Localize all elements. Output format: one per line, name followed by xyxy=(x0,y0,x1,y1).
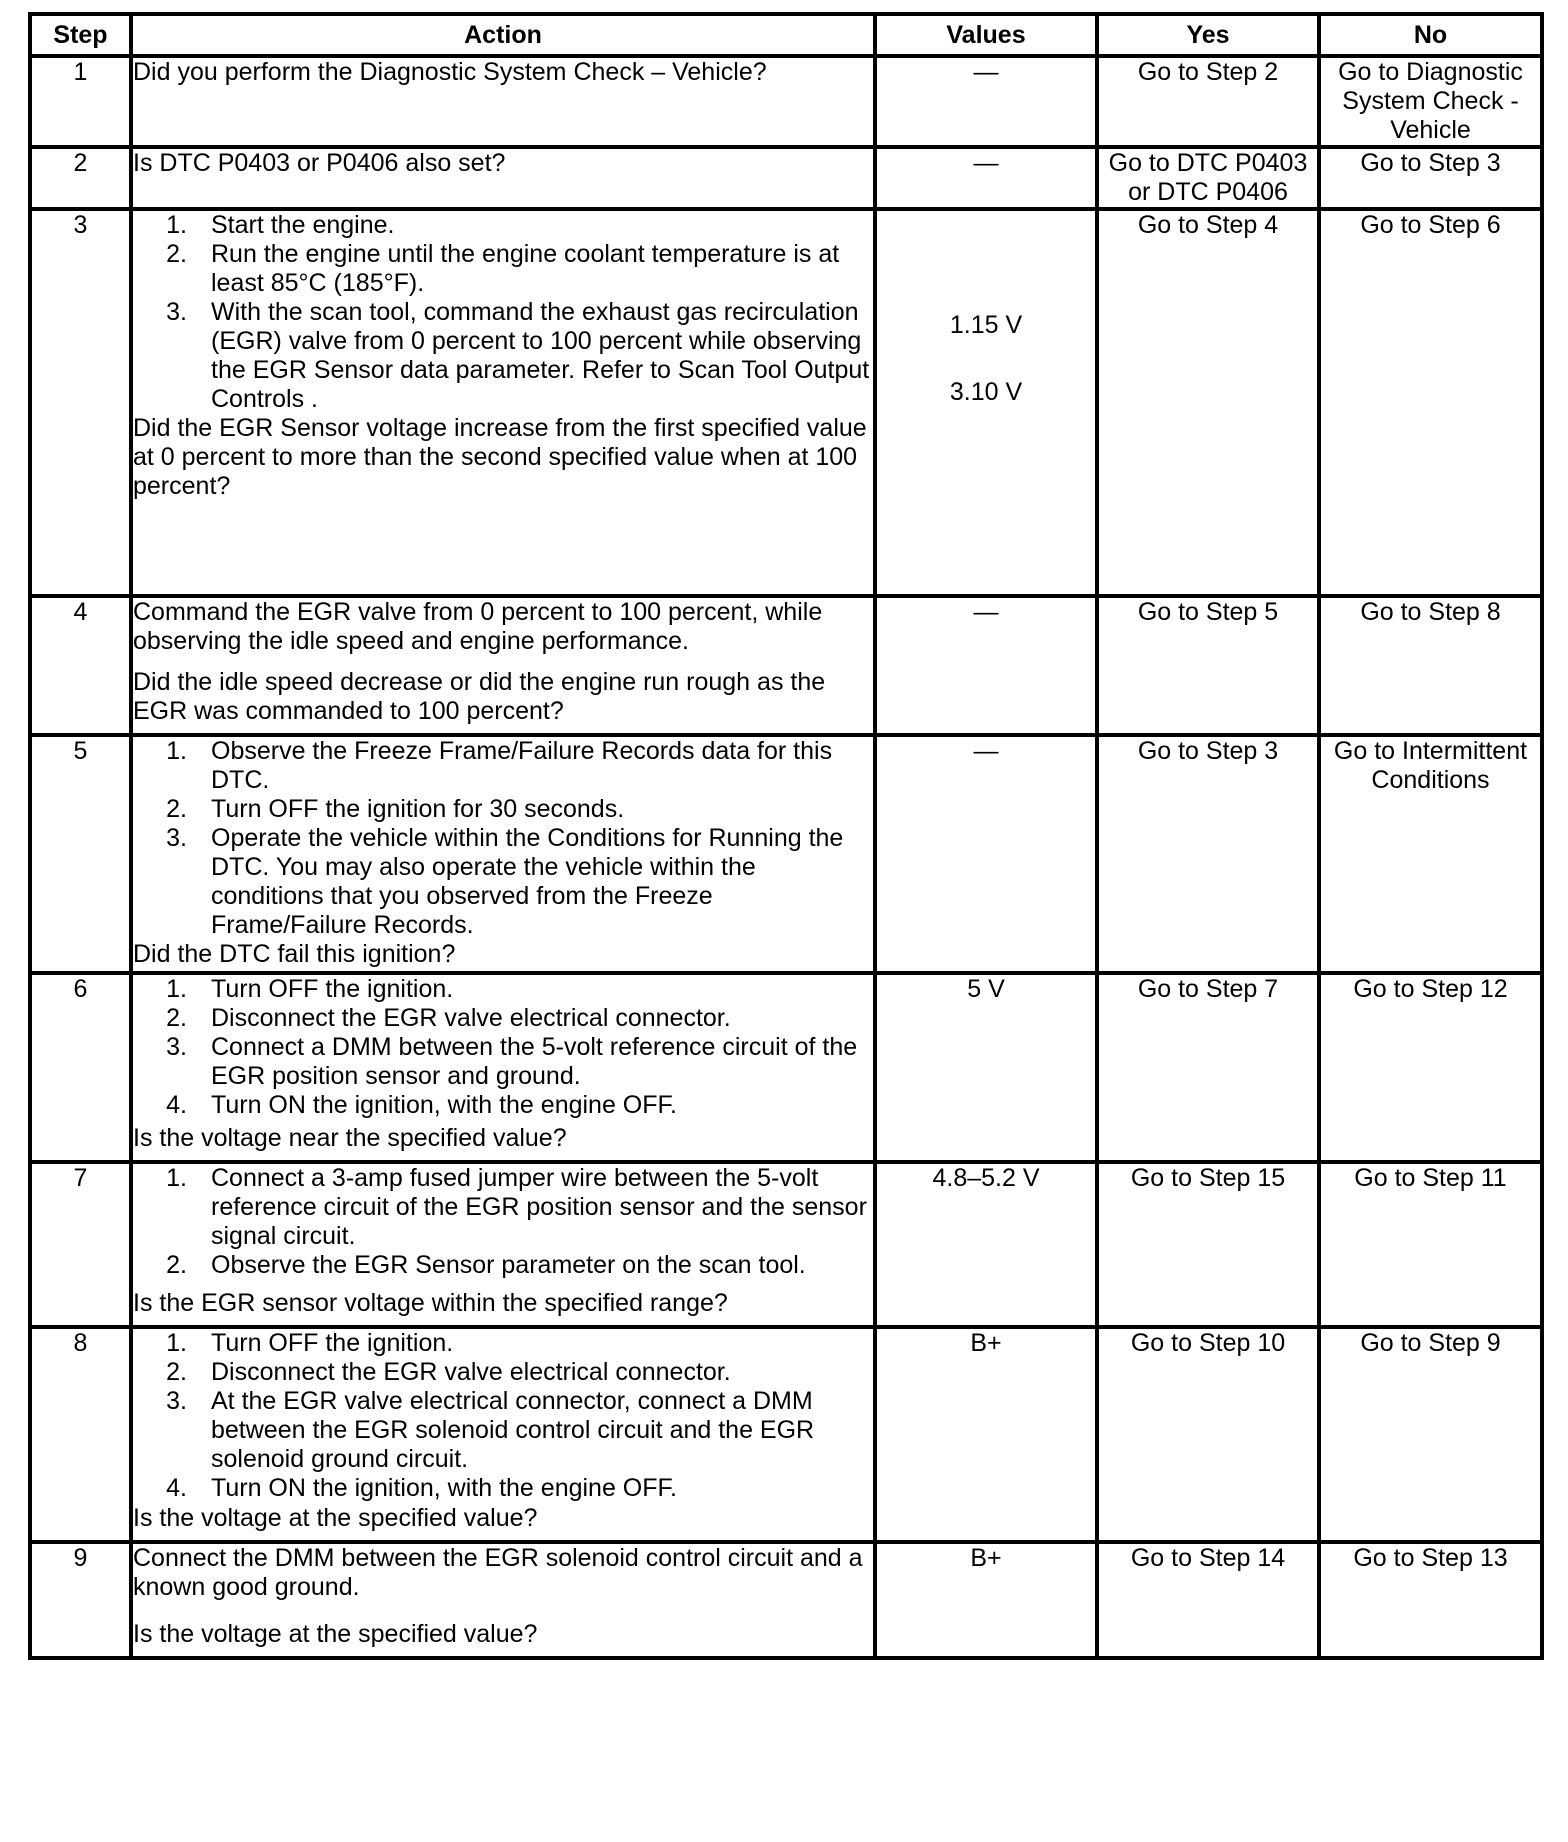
list-item: 4. Turn ON the ignition, with the engine OFF. xyxy=(166,1091,677,1119)
yes-cell: Go to Step 10 xyxy=(1097,1327,1319,1542)
header-values: Values xyxy=(875,14,1097,56)
step-number: 1 xyxy=(30,56,131,147)
action-cell xyxy=(131,209,875,596)
table-row xyxy=(30,1542,1542,1658)
value: — xyxy=(973,149,999,177)
yes-cell: Go to Step 2 xyxy=(1097,56,1319,147)
no-cell: Go to Step 12 xyxy=(1319,973,1542,1162)
values-cell xyxy=(875,209,1097,596)
no-cell: Go to Step 8 xyxy=(1319,596,1542,735)
header-row xyxy=(30,14,1542,56)
no-cell: Go to Step 6 xyxy=(1319,209,1542,596)
action-cell xyxy=(131,596,875,735)
yes-cell: Go to Step 7 xyxy=(1097,973,1319,1162)
values-cell xyxy=(875,147,1097,209)
instruction-list xyxy=(133,737,873,940)
table-row xyxy=(30,209,1542,596)
values-cell xyxy=(875,1542,1097,1658)
value: 1.15 V xyxy=(949,311,1023,339)
question-text: Did the idle speed decrease or did the engine run rough as the EGR was commanded to 100 percent? xyxy=(133,668,826,725)
yes-cell: Go to Step 4 xyxy=(1097,209,1319,596)
header-step: Step xyxy=(30,14,131,56)
list-item: 2. Run the engine until the engine coolant temperature is at least 85°C (185°F). xyxy=(166,240,840,297)
step-number: 7 xyxy=(30,1162,131,1327)
value: B+ xyxy=(970,1544,1002,1572)
instruction-list xyxy=(133,1329,873,1503)
table-row xyxy=(30,56,1542,147)
action-cell xyxy=(131,1162,875,1327)
yes-cell: Go to DTC P0403 or DTC P0406 xyxy=(1097,147,1319,209)
values-cell xyxy=(875,1327,1097,1542)
action-cell xyxy=(131,147,875,209)
instruction-list xyxy=(133,211,873,414)
table-row xyxy=(30,1327,1542,1542)
no-cell: Go to Step 13 xyxy=(1319,1542,1542,1658)
list-item: 4. Turn ON the ignition, with the engine OFF. xyxy=(166,1474,677,1502)
step-number: 2 xyxy=(30,147,131,209)
table-row xyxy=(30,596,1542,735)
action-text: Connect the DMM between the EGR solenoid control circuit and a known good ground. xyxy=(133,1544,863,1601)
action-cell xyxy=(131,1542,875,1658)
question-text: Is the EGR sensor voltage within the specified range? xyxy=(133,1289,728,1317)
question-text: Did the DTC fail this ignition? xyxy=(133,940,456,968)
table-row xyxy=(30,735,1542,973)
instruction-list xyxy=(133,975,873,1120)
list-item: 3. Operate the vehicle within the Conditions for Running the DTC. You may also operate the vehicle within the conditions that you observed from the Freeze Frame/Failure Records. xyxy=(166,824,844,939)
step-number: 8 xyxy=(30,1327,131,1542)
list-item: 3. Connect a DMM between the 5-volt reference circuit of the EGR position sensor and ground. xyxy=(166,1033,858,1090)
header-no: No xyxy=(1319,14,1542,56)
list-item: 2. Disconnect the EGR valve electrical connector. xyxy=(166,1358,731,1386)
values-cell xyxy=(875,56,1097,147)
action-cell xyxy=(131,973,875,1162)
step-number: 6 xyxy=(30,973,131,1162)
no-cell: Go to Step 3 xyxy=(1319,147,1542,209)
no-cell: Go to Step 11 xyxy=(1319,1162,1542,1327)
instruction-list xyxy=(133,1164,873,1280)
no-cell: Go to Step 9 xyxy=(1319,1327,1542,1542)
question-text: Did the EGR Sensor voltage increase from the first specified value at 0 percent to more than the second specified value when at 100 percent? xyxy=(133,414,867,500)
step-number: 5 xyxy=(30,735,131,973)
list-item: 3. With the scan tool, command the exhaust gas recirculation (EGR) valve from 0 percent to 100 percent while observing the EGR Sensor data parameter. Refer to Scan Tool Output Controls . xyxy=(166,298,870,413)
value: 3.10 V xyxy=(949,378,1023,406)
list-item: 1. Observe the Freeze Frame/Failure Records data for this DTC. xyxy=(166,737,833,794)
value: — xyxy=(973,58,999,86)
table-row xyxy=(30,973,1542,1162)
action-text: Command the EGR valve from 0 percent to 100 percent, while observing the idle speed and engine performance. xyxy=(133,598,823,655)
no-cell: Go to Intermittent Conditions xyxy=(1319,735,1542,973)
question-text: Is the voltage at the specified value? xyxy=(133,1504,538,1532)
values-cell xyxy=(875,735,1097,973)
step-number: 3 xyxy=(30,209,131,596)
list-item: 1. Start the engine. xyxy=(166,211,395,239)
action-cell xyxy=(131,56,875,147)
value: 4.8–5.2 V xyxy=(932,1164,1040,1192)
values-cell xyxy=(875,1162,1097,1327)
action-text: Did you perform the Diagnostic System Check – Vehicle? xyxy=(133,58,767,86)
values-cell xyxy=(875,596,1097,735)
value: — xyxy=(973,737,999,765)
value: 5 V xyxy=(967,975,1005,1003)
table-row xyxy=(30,1162,1542,1327)
yes-cell: Go to Step 3 xyxy=(1097,735,1319,973)
yes-cell: Go to Step 15 xyxy=(1097,1162,1319,1327)
list-item: 3. At the EGR valve electrical connector, connect a DMM between the EGR solenoid control circuit and the EGR solenoid ground circuit. xyxy=(166,1387,815,1473)
yes-cell: Go to Step 5 xyxy=(1097,596,1319,735)
question-text: Is the voltage at the specified value? xyxy=(133,1620,538,1648)
action-text: Is DTC P0403 or P0406 also set? xyxy=(133,149,506,177)
list-item: 2. Observe the EGR Sensor parameter on the scan tool. xyxy=(166,1251,806,1279)
question-text: Is the voltage near the specified value? xyxy=(133,1124,567,1152)
header-yes: Yes xyxy=(1097,14,1319,56)
list-item: 1. Turn OFF the ignition. xyxy=(166,1329,454,1357)
table-row xyxy=(30,147,1542,209)
diagnostic-table xyxy=(28,12,1544,1660)
header-action: Action xyxy=(131,14,875,56)
yes-cell: Go to Step 14 xyxy=(1097,1542,1319,1658)
no-cell: Go to Diagnostic System Check - Vehicle xyxy=(1319,56,1542,147)
list-item: 1. Turn OFF the ignition. xyxy=(166,975,454,1003)
list-item: 1. Connect a 3-amp fused jumper wire between the 5-volt reference circuit of the EGR position sensor and the sensor signal circuit. xyxy=(166,1164,867,1250)
action-cell xyxy=(131,735,875,973)
step-number: 4 xyxy=(30,596,131,735)
value: B+ xyxy=(970,1329,1002,1357)
list-item: 2. Turn OFF the ignition for 30 seconds. xyxy=(166,795,625,823)
action-cell xyxy=(131,1327,875,1542)
value: — xyxy=(973,598,999,626)
step-number: 9 xyxy=(30,1542,131,1658)
list-item: 2. Disconnect the EGR valve electrical connector. xyxy=(166,1004,731,1032)
values-cell xyxy=(875,973,1097,1162)
